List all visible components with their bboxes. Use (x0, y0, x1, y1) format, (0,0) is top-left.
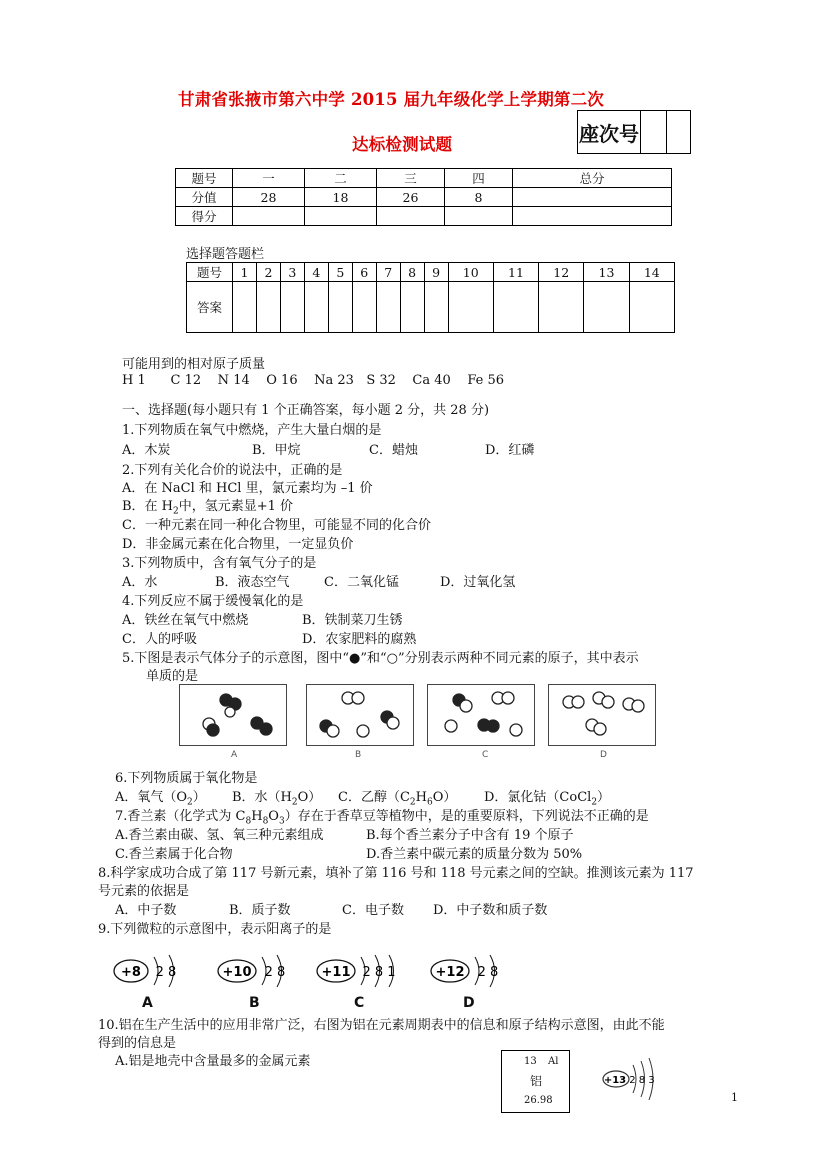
question-stem: 2.下列有关化合价的说法中，正确的是 (122, 463, 343, 478)
answer-cell[interactable] (584, 282, 629, 333)
answer-cell[interactable] (352, 282, 376, 333)
stem-text: H (251, 809, 263, 824)
panel-label: A (231, 750, 238, 760)
question-number: 7 (376, 263, 400, 282)
option-text: A．氧气（O (115, 790, 188, 805)
score-row-label: 得分 (176, 207, 233, 226)
aluminum-atom-diagram (600, 1056, 662, 1106)
seat-number-box (577, 110, 691, 154)
section-header: 一 (233, 169, 305, 188)
element-name: 铝 (530, 1074, 543, 1088)
option[interactable]: C.香兰素属于化合物 (115, 847, 233, 862)
section-header: 三 (377, 169, 445, 188)
question-number: 11 (493, 263, 538, 282)
question-number: 13 (584, 263, 629, 282)
answer-cell[interactable] (493, 282, 538, 333)
question-number: 14 (629, 263, 674, 282)
section-heading: 一、选择题(每小题只有 1 个正确答案，每小题 2 分，共 28 分) (122, 403, 490, 418)
atom-structure (600, 1056, 662, 1102)
option[interactable]: C．电子数 (342, 903, 404, 918)
question-stem: 9.下列微粒的示意图中，表示阳离子的是 (98, 922, 332, 937)
section-points (513, 188, 672, 207)
score-cell[interactable] (445, 207, 513, 226)
molecule-diagram (428, 685, 533, 744)
electron-shells: 2 8 (155, 965, 177, 980)
molecule-panel-c[interactable] (427, 684, 535, 746)
section-header: 二 (305, 169, 377, 188)
particle-diagram-d[interactable] (427, 951, 507, 995)
nucleus-charge: +10 (222, 965, 252, 980)
score-row-label: 题号 (176, 169, 233, 188)
option-text: ） (597, 790, 611, 805)
option-text: B．在 H (122, 499, 174, 514)
subscript: 3 (278, 816, 285, 827)
option[interactable]: C．二氧化锰 (324, 575, 399, 590)
atom-structure (313, 951, 408, 991)
option[interactable]: B．铁制菜刀生锈 (302, 613, 403, 628)
page-number: 1 (731, 1091, 738, 1104)
answer-header-label: 题号 (187, 263, 233, 282)
panel-label: B (355, 750, 362, 760)
question-number: 9 (424, 263, 448, 282)
question-stem-cont: 得到的信息是 (98, 1036, 177, 1051)
option[interactable]: A.香兰素由碳、氢、氧三种元素组成 (115, 828, 324, 843)
question-number: 12 (539, 263, 584, 282)
subscript: 8 (262, 816, 269, 827)
question-stem-cont: 号元素的依据是 (98, 884, 190, 899)
option[interactable]: C．蜡烛 (369, 443, 418, 458)
answer-table (186, 262, 675, 333)
answer-cell[interactable] (448, 282, 493, 333)
option[interactable]: C．一种元素在同一种化合物里，可能显不同的化合价 (122, 518, 431, 533)
option[interactable]: A．木炭 (122, 443, 171, 458)
electron-shells: 2 8 (477, 965, 499, 980)
answer-cell[interactable] (400, 282, 424, 333)
subscript: 8 (245, 816, 252, 827)
option-text: D．氯化钴（CoCl (484, 790, 592, 805)
section-points: 28 (233, 188, 305, 207)
atom-structure (110, 951, 190, 991)
option[interactable]: A．水 (122, 575, 158, 590)
stem-text: ）存在于香草豆等植物中，是的重要原料，下列说法不正确的是 (284, 809, 649, 824)
option[interactable]: B．液态空气 (215, 575, 290, 590)
option[interactable]: D．非金属元素在化合物里，一定显负价 (122, 537, 354, 552)
score-cell[interactable] (513, 207, 672, 226)
option-text: 中，氢元素显+1 价 (178, 499, 294, 514)
answer-cell[interactable] (539, 282, 584, 333)
molecule-diagram (549, 685, 654, 744)
molecule-panel-b[interactable] (306, 684, 414, 746)
seat-number-cell[interactable] (640, 111, 667, 153)
particle-diagram-b[interactable] (214, 951, 294, 995)
answer-cell[interactable] (424, 282, 448, 333)
question-stem: 10.铝在生产生活中的应用非常广泛，右图为铝在元素周期表中的信息和原子结构示意图，由此不能 (98, 1018, 665, 1033)
option-text: O） (297, 790, 322, 805)
option-text: ） (192, 790, 206, 805)
option[interactable]: D．中子数和质子数 (433, 903, 548, 918)
seat-number-label: 座次号 (578, 111, 641, 153)
question-stem: 3.下列物质中，含有氧气分子的是 (122, 556, 317, 571)
particle-label: C (354, 995, 365, 1011)
question-number: 10 (448, 263, 493, 282)
option-text: C．乙醇（C (338, 790, 410, 805)
answer-cell[interactable] (256, 282, 280, 333)
answer-cell[interactable] (376, 282, 400, 333)
periodic-table-cell (501, 1050, 570, 1113)
option[interactable]: B．质子数 (229, 903, 291, 918)
subscript: 2 (591, 797, 598, 808)
question-number: 2 (256, 263, 280, 282)
option[interactable]: A．中子数 (115, 903, 177, 918)
option[interactable]: B．甲烷 (252, 443, 301, 458)
question-number: 8 (400, 263, 424, 282)
question-stem-cont: 单质的是 (146, 669, 199, 684)
question-number: 3 (280, 263, 304, 282)
molecule-panel-a[interactable] (179, 684, 287, 746)
option-text: B．水（H (232, 790, 292, 805)
atomic-mass-list: H 1 C 12 N 14 O 16 Na 23 S 32 Ca 40 Fe 56 (122, 373, 505, 388)
answer-cell[interactable] (304, 282, 328, 333)
score-cell[interactable] (233, 207, 305, 226)
score-cell[interactable] (377, 207, 445, 226)
score-cell[interactable] (305, 207, 377, 226)
option[interactable]: A.铝是地壳中含量最多的金属元素 (115, 1054, 311, 1069)
option[interactable]: C．人的呼吸 (122, 632, 197, 647)
question-number: 5 (328, 263, 352, 282)
section-points: 8 (445, 188, 513, 207)
question-stem: 6.下列物质属于氧化物是 (115, 771, 258, 786)
question-number: 1 (233, 263, 257, 282)
answer-cell[interactable] (233, 282, 257, 333)
stem-text: 7.香兰素（化学式为 C (115, 809, 246, 824)
section-points: 18 (305, 188, 377, 207)
particle-label: D (463, 995, 475, 1011)
atomic-number: 13 (524, 1056, 537, 1067)
answer-cell[interactable] (280, 282, 304, 333)
nucleus-charge: +13 (603, 1075, 627, 1086)
option[interactable]: D.香兰素中碳元素的质量分数为 50% (366, 847, 583, 862)
option[interactable]: B.每个香兰素分子中含有 19 个原子 (366, 828, 574, 843)
answer-table-caption: 选择题答题栏 (186, 247, 265, 262)
section-points: 26 (377, 188, 445, 207)
page-subtitle: 达标检测试题 (352, 135, 453, 154)
nucleus-charge: +11 (321, 965, 351, 980)
option[interactable]: D．红磷 (485, 443, 535, 458)
question-number: 4 (304, 263, 328, 282)
option[interactable]: D．农家肥料的腐熟 (302, 632, 417, 647)
atomic-mass-heading: 可能用到的相对原子质量 (122, 357, 266, 372)
answer-row-label: 答案 (187, 282, 233, 333)
particle-label: B (249, 995, 260, 1011)
subscript: 2 (173, 506, 179, 517)
electron-shells: 2 8 1 (362, 965, 396, 980)
element-symbol: Al (548, 1056, 559, 1067)
atom-structure (427, 951, 507, 991)
section-header: 四 (445, 169, 513, 188)
option[interactable]: A．铁丝在氧气中燃烧 (122, 613, 249, 628)
question-stem: 4.下列反应不属于缓慢氧化的是 (122, 594, 304, 609)
answer-cell[interactable] (629, 282, 674, 333)
electron-shells: 2 8 (264, 965, 286, 980)
option[interactable]: A．在 NaCl 和 HCl 里，氯元素均为 –1 价 (122, 481, 373, 496)
atom-structure (214, 951, 294, 991)
nucleus-charge: +12 (435, 965, 465, 980)
question-stem: 8.科学家成功合成了第 117 号新元素，填补了第 116 号和 118 号元素之间的空缺。推测该元素为 117 (98, 866, 694, 881)
option-text: H (415, 790, 427, 805)
subscript: 2 (187, 797, 193, 808)
panel-label: C (482, 750, 489, 760)
score-table (175, 168, 672, 226)
particle-diagram-c[interactable] (313, 951, 408, 995)
score-row-label: 分值 (176, 188, 233, 207)
subscript: 2 (409, 797, 416, 808)
molecule-diagram (180, 685, 285, 744)
nucleus-charge: +8 (121, 965, 141, 980)
question-number: 6 (352, 263, 376, 282)
subscript: 6 (426, 797, 433, 808)
molecule-panel-d[interactable] (548, 684, 656, 746)
answer-cell[interactable] (328, 282, 352, 333)
panel-label: D (600, 750, 607, 760)
page-title: 甘肃省张掖市第六中学 2015 届九年级化学上学期第二次 (178, 90, 605, 109)
section-header: 总分 (513, 169, 672, 188)
electron-shells: 2 8 3 (629, 1075, 655, 1086)
option-text: O） (432, 790, 457, 805)
particle-label: A (142, 995, 153, 1011)
subscript: 2 (291, 797, 298, 808)
atomic-mass: 26.98 (524, 1095, 553, 1106)
particle-diagram-a[interactable] (110, 951, 190, 995)
question-stem: 5.下图是表示气体分子的示意图，图中“●”和“○”分别表示两种不同元素的原子，其中表示 (122, 651, 639, 666)
stem-text: O (268, 809, 279, 824)
question-stem: 1.下列物质在氧气中燃烧，产生大量白烟的是 (122, 423, 382, 438)
option[interactable]: D．过氧化氢 (440, 575, 516, 590)
molecule-diagram (307, 685, 412, 744)
